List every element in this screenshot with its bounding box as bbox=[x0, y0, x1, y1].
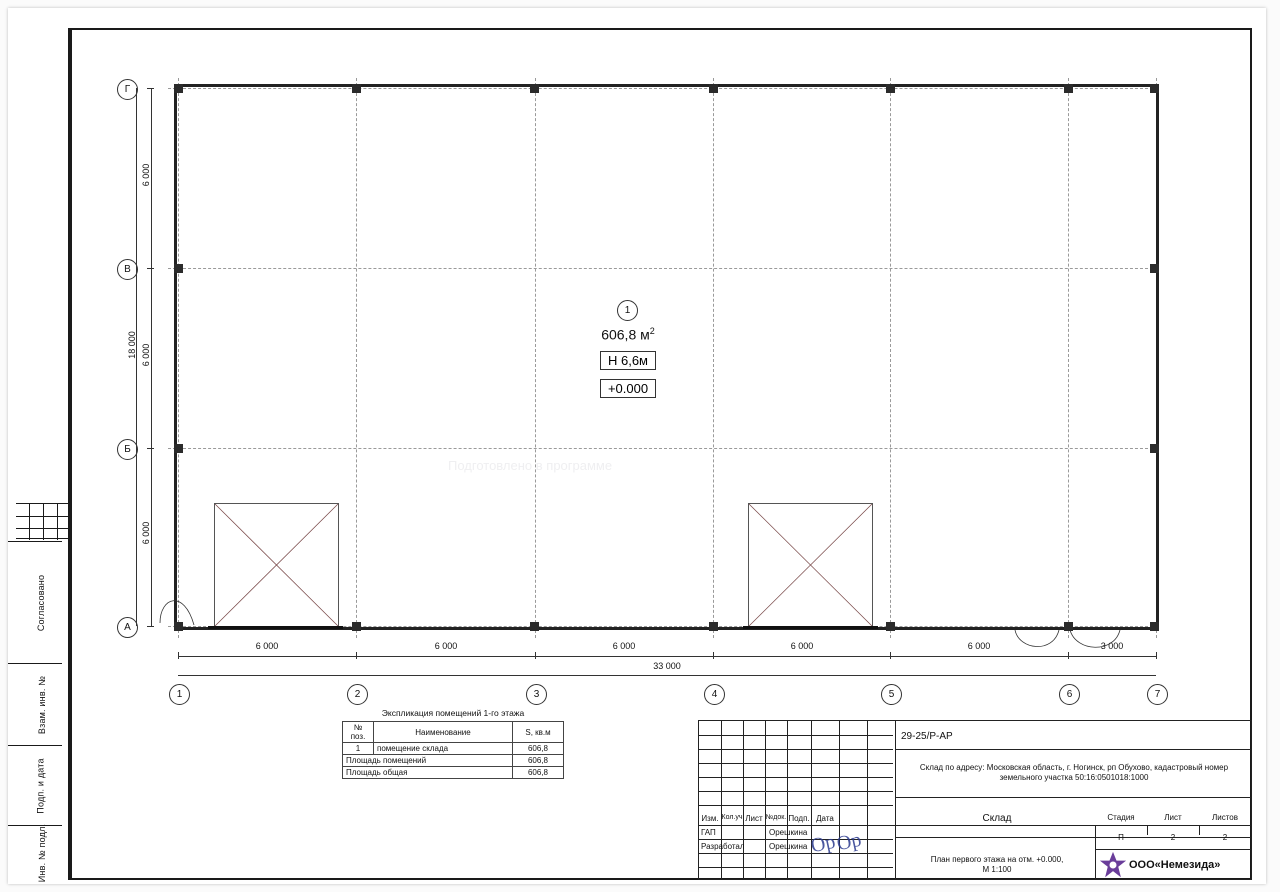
meta-header-stage: Стадия bbox=[1107, 813, 1135, 822]
role-developer: Разработал bbox=[701, 842, 745, 851]
axis-bubble-V: В bbox=[117, 259, 138, 280]
col-header-num: № поз. bbox=[343, 722, 374, 743]
stamp-divider bbox=[699, 749, 893, 750]
meta-header-sheets: Листов bbox=[1212, 813, 1238, 822]
stamp-divider bbox=[811, 721, 812, 879]
dim-total-horizontal-line bbox=[178, 675, 1156, 676]
left-margin-inv bbox=[8, 823, 62, 883]
column bbox=[1150, 444, 1159, 453]
gate-cross-icon bbox=[749, 504, 872, 626]
dim-vertical-1: 6 000 bbox=[141, 163, 151, 187]
room-area-sup: 2 bbox=[649, 326, 655, 336]
cell-total-label: Площадь общая bbox=[343, 767, 513, 779]
sheet-paper bbox=[8, 8, 1266, 884]
sheet-title: План первого этажа на отм. +0.000, bbox=[930, 855, 1064, 864]
dim-horizontal-4: 6 000 bbox=[790, 641, 814, 651]
dim-horizontal-5: 6 000 bbox=[967, 641, 991, 651]
role-developer-name: Орешкина bbox=[769, 842, 808, 851]
table-header-row bbox=[343, 722, 564, 743]
axis-line-3 bbox=[535, 78, 536, 638]
role-gap: ГАП bbox=[701, 828, 716, 837]
dim-tick bbox=[147, 268, 154, 269]
margin-grid-block bbox=[16, 503, 70, 539]
meta-header-sheet: Лист bbox=[1164, 813, 1182, 822]
column bbox=[886, 622, 895, 631]
stamp-divider bbox=[699, 805, 893, 806]
door-arc-left-icon bbox=[158, 583, 198, 628]
column bbox=[1064, 84, 1073, 93]
room-level-label: +0.000 bbox=[600, 379, 656, 398]
stamp-divider bbox=[699, 867, 893, 868]
stamp-divider bbox=[1095, 849, 1251, 850]
column bbox=[886, 84, 895, 93]
cell-num: 1 bbox=[343, 743, 374, 755]
dim-chain-vertical bbox=[151, 88, 152, 626]
dim-horizontal-total: 33 000 bbox=[627, 661, 707, 671]
dim-tick bbox=[1156, 652, 1157, 659]
stamp-divider bbox=[699, 791, 893, 792]
dim-tick bbox=[356, 652, 357, 659]
left-margin-label: Согласовано bbox=[36, 574, 47, 631]
stamp-divider bbox=[699, 839, 893, 840]
column bbox=[1150, 264, 1159, 273]
axis-bubble-3: 3 bbox=[526, 684, 547, 705]
axis-line-2 bbox=[356, 78, 357, 638]
left-margin-label: Подп. и дата bbox=[35, 757, 46, 814]
margin-grid-line bbox=[57, 504, 58, 540]
dim-tick bbox=[147, 88, 154, 89]
room-height-label: H 6,6м bbox=[600, 351, 656, 370]
dim-horizontal-6: 3 000 bbox=[1100, 641, 1124, 651]
axis-line-6 bbox=[1068, 78, 1069, 638]
signature-2: Ор bbox=[834, 828, 864, 856]
rev-header-kol: Кол.уч bbox=[721, 814, 743, 821]
dim-tick bbox=[1068, 652, 1069, 659]
dim-vertical-3: 6 000 bbox=[141, 521, 151, 545]
stamp-divider bbox=[743, 721, 744, 879]
stamp-divider bbox=[895, 797, 1251, 798]
cell-total-value: 606,8 bbox=[513, 767, 564, 779]
company-logo-icon bbox=[1099, 851, 1127, 879]
rev-header-list: Лист bbox=[745, 814, 763, 823]
stamp-divider bbox=[765, 721, 766, 879]
dim-horizontal-1: 6 000 bbox=[255, 641, 279, 651]
left-margin-label: Взам. инв. № bbox=[37, 675, 48, 734]
rev-header-doc: №док. bbox=[765, 814, 787, 821]
dim-tick bbox=[535, 652, 536, 659]
stamp-divider bbox=[699, 825, 1251, 826]
dim-tick bbox=[147, 626, 154, 627]
column bbox=[1150, 84, 1159, 93]
column bbox=[530, 84, 539, 93]
dim-tick bbox=[890, 652, 891, 659]
axis-bubble-2: 2 bbox=[347, 684, 368, 705]
axis-bubble-5: 5 bbox=[881, 684, 902, 705]
stamp-divider bbox=[867, 721, 868, 879]
column bbox=[709, 84, 718, 93]
object-name: Склад bbox=[982, 813, 1012, 824]
explication-caption: Экспликация помещений 1-го этажа bbox=[381, 708, 525, 718]
floor-plan bbox=[124, 78, 1161, 700]
column bbox=[1150, 622, 1159, 631]
axis-bubble-A: А bbox=[117, 617, 138, 638]
stamp-divider bbox=[699, 853, 893, 854]
dim-tick bbox=[713, 652, 714, 659]
gate-left bbox=[214, 503, 339, 627]
sheet-scale: М 1:100 bbox=[982, 865, 1012, 874]
gate-right-wall bbox=[743, 626, 878, 629]
watermark-text: Подготовлено в программе bbox=[448, 458, 613, 473]
explication-grid bbox=[342, 721, 564, 779]
stamp-divider bbox=[699, 763, 893, 764]
left-margin-soglasovano bbox=[8, 541, 62, 663]
left-margin-podp bbox=[8, 745, 62, 825]
column bbox=[174, 444, 183, 453]
axis-bubble-4: 4 bbox=[704, 684, 725, 705]
column bbox=[174, 264, 183, 273]
wall-top bbox=[174, 84, 1159, 87]
gate-left-wall bbox=[208, 626, 343, 629]
room-area-label bbox=[558, 326, 698, 343]
stamp-divider bbox=[787, 721, 788, 879]
axis-line-4 bbox=[713, 78, 714, 638]
stamp-divider bbox=[895, 721, 896, 879]
axis-line-1 bbox=[178, 78, 179, 638]
room-number-bubble: 1 bbox=[617, 300, 638, 321]
title-block bbox=[698, 720, 1252, 880]
column bbox=[352, 622, 361, 631]
dim-tick bbox=[147, 448, 154, 449]
cell-total-label: Площадь помещений bbox=[343, 755, 513, 767]
table-row-total bbox=[343, 767, 564, 779]
dim-vertical-total: 18 000 bbox=[127, 331, 137, 359]
stamp-divider bbox=[699, 777, 893, 778]
axis-line-G bbox=[168, 88, 1158, 89]
table-row bbox=[343, 743, 564, 755]
meta-value-sheets: 2 bbox=[1222, 833, 1228, 842]
column bbox=[530, 622, 539, 631]
col-header-name: Наименование bbox=[374, 722, 513, 743]
meta-value-sheet: 2 bbox=[1170, 833, 1176, 842]
wall-left bbox=[174, 84, 177, 630]
margin-grid-line bbox=[43, 504, 44, 540]
stamp-divider bbox=[699, 735, 893, 736]
left-margin-label: Инв. № подл. bbox=[37, 823, 48, 883]
rev-header-data: Дата bbox=[816, 814, 834, 823]
room-height-wrap bbox=[558, 346, 698, 370]
gate-cross-icon bbox=[215, 504, 338, 626]
cell-area: 606,8 bbox=[513, 743, 564, 755]
stamp-divider bbox=[895, 749, 1251, 750]
cell-name: помещение склада bbox=[374, 743, 513, 755]
project-code: 29-25/Р-АР bbox=[901, 731, 953, 742]
dim-vertical-2: 6 000 bbox=[141, 343, 151, 367]
role-gap-name: Орешкина bbox=[769, 828, 808, 837]
column bbox=[174, 84, 183, 93]
dim-horizontal-3: 6 000 bbox=[612, 641, 636, 651]
object-description: Склад по адресу: Московская область, г. Ногинск, рп Обухово, кадастровый номер земельного участка 50:16:0501018:1000 bbox=[919, 763, 1229, 782]
room-level-wrap bbox=[558, 374, 698, 398]
column bbox=[352, 84, 361, 93]
gate-right bbox=[748, 503, 873, 627]
axis-line-5 bbox=[890, 78, 891, 638]
axis-bubble-G: Г bbox=[117, 79, 138, 100]
signature-1: Ор bbox=[808, 830, 838, 858]
meta-value-stage: П bbox=[1118, 833, 1124, 842]
explication-table bbox=[342, 708, 564, 779]
axis-bubble-B: Б bbox=[117, 439, 138, 460]
margin-grid-line bbox=[29, 504, 30, 540]
axis-bubble-6: 6 bbox=[1059, 684, 1080, 705]
wall-right bbox=[1156, 84, 1159, 630]
rev-header-izm: Изм. bbox=[701, 814, 719, 823]
col-header-area: S, кв.м bbox=[513, 722, 564, 743]
axis-bubble-1: 1 bbox=[169, 684, 190, 705]
rev-header-podp: Подп. bbox=[788, 814, 810, 823]
axis-bubble-7: 7 bbox=[1147, 684, 1168, 705]
table-row-total bbox=[343, 755, 564, 767]
room-area-value: 606,8 м bbox=[601, 326, 650, 343]
dim-horizontal-2: 6 000 bbox=[434, 641, 458, 651]
axis-line-V bbox=[168, 268, 1158, 269]
column bbox=[709, 622, 718, 631]
dim-chain-horizontal bbox=[178, 656, 1156, 657]
cell-total-value: 606,8 bbox=[513, 755, 564, 767]
left-margin-vzam bbox=[8, 663, 62, 745]
dim-tick bbox=[178, 652, 179, 659]
company-name: ООО«Немезида» bbox=[1129, 859, 1221, 871]
stamp-divider bbox=[721, 721, 722, 879]
axis-line-B bbox=[168, 448, 1158, 449]
